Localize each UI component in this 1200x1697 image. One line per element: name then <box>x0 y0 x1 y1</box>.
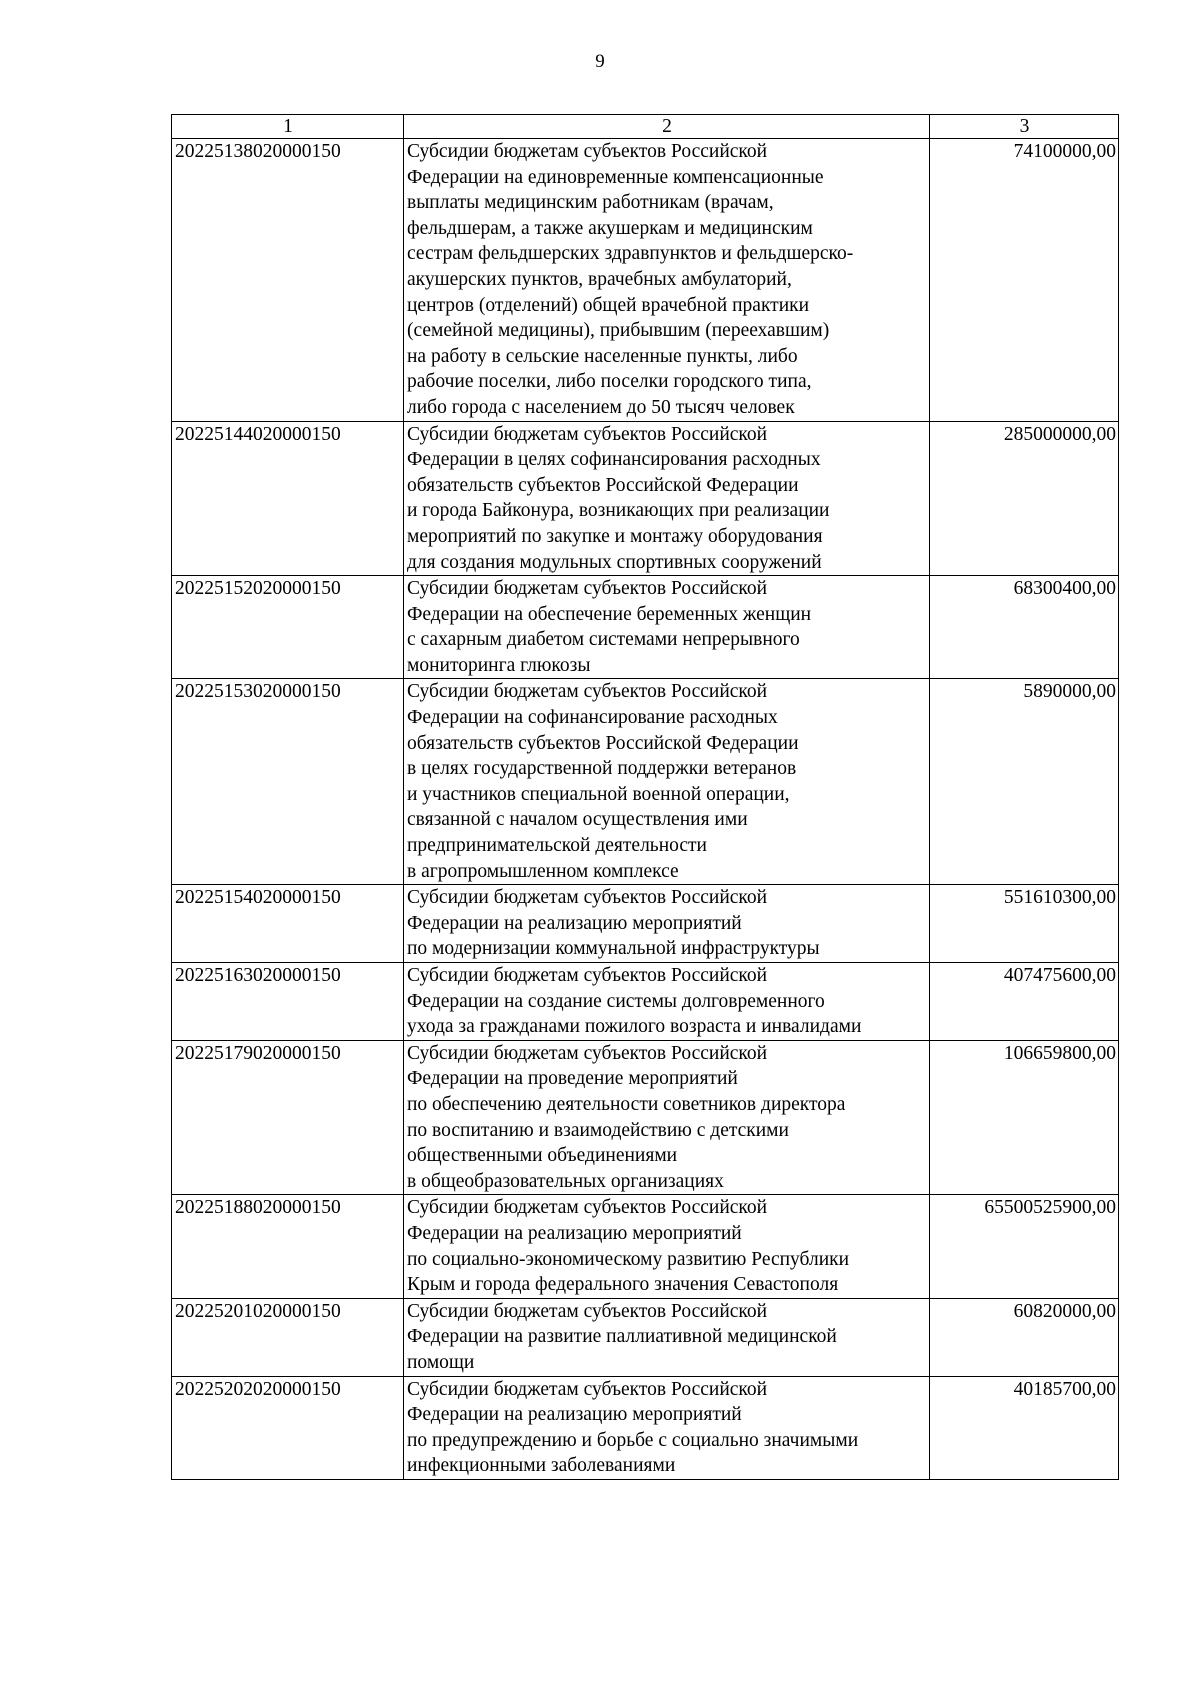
row-code: 20225138020000150 <box>172 139 404 422</box>
table-row <box>172 139 1119 422</box>
row-amount: 407475600,00 <box>930 963 1119 1041</box>
column-header-code: 1 <box>172 115 404 139</box>
row-code: 20225144020000150 <box>172 421 404 576</box>
table-row <box>172 1376 1119 1479</box>
page-number: 9 <box>595 51 605 72</box>
row-amount: 5890000,00 <box>930 679 1119 885</box>
table-header-row <box>172 115 1119 139</box>
table-row <box>172 576 1119 679</box>
budget-table <box>171 114 1119 1480</box>
column-header-amount: 3 <box>930 115 1119 139</box>
row-description: Субсидии бюджетам субъектов Российской Федерации на обеспечение беременных женщин с сахарным диабетом системами непрерывного мониторинга глюкозы <box>404 576 930 679</box>
row-description: Субсидии бюджетам субъектов Российской Федерации на развитие паллиативной медицинской помощи <box>404 1298 930 1376</box>
row-code: 20225188020000150 <box>172 1195 404 1298</box>
row-amount: 106659800,00 <box>930 1040 1119 1195</box>
row-code: 20225163020000150 <box>172 963 404 1041</box>
row-amount: 74100000,00 <box>930 139 1119 422</box>
row-code: 20225201020000150 <box>172 1298 404 1376</box>
table-row <box>172 963 1119 1041</box>
column-header-description: 2 <box>404 115 930 139</box>
row-description: Субсидии бюджетам субъектов Российской Федерации на проведение мероприятий по обеспечению деятельности советников директора по воспитанию и взаимодействию с детскими общественными объединениями в общеобразовательных организациях <box>404 1040 930 1195</box>
row-description: Субсидии бюджетам субъектов Российской Федерации на единовременные компенсационные выплаты медицинским работникам (врачам, фельдшерам, а также акушеркам и медицинским сестрам фельдшерских здравпунктов и фельдшерско- акушерских пунктов, врачебных амбулаторий, центров (отделений) общей врачебной практики (семейной медицины), прибывшим (переехавшим) на работу в сельские населенные пункты, либо рабочие поселки, либо поселки городского типа, либо города с населением до 50 тысяч человек <box>404 139 930 422</box>
table-row <box>172 1040 1119 1195</box>
row-description: Субсидии бюджетам субъектов Российской Федерации в целях софинансирования расходных обязательств субъектов Российской Федерации и города Байконура, возникающих при реализации мероприятий по закупке и монтажу оборудования для создания модульных спортивных сооружений <box>404 421 930 576</box>
row-description: Субсидии бюджетам субъектов Российской Федерации на софинансирование расходных обязательств субъектов Российской Федерации в целях государственной поддержки ветеранов и участников специальной военной операции, связанной с началом осуществления ими предпринимательской деятельности в агропромышленном комплексе <box>404 679 930 885</box>
row-description: Субсидии бюджетам субъектов Российской Федерации на реализацию мероприятий по социально-экономическому развитию Республики Крым и города федерального значения Севастополя <box>404 1195 930 1298</box>
row-code: 20225179020000150 <box>172 1040 404 1195</box>
table-row <box>172 679 1119 885</box>
row-amount: 68300400,00 <box>930 576 1119 679</box>
row-amount: 60820000,00 <box>930 1298 1119 1376</box>
row-code: 20225153020000150 <box>172 679 404 885</box>
table-row <box>172 1195 1119 1298</box>
row-code: 20225154020000150 <box>172 885 404 963</box>
row-description: Субсидии бюджетам субъектов Российской Федерации на создание системы долговременного ухода за гражданами пожилого возраста и инвалидами <box>404 963 930 1041</box>
row-description: Субсидии бюджетам субъектов Российской Федерации на реализацию мероприятий по модернизации коммунальной инфраструктуры <box>404 885 930 963</box>
row-amount: 65500525900,00 <box>930 1195 1119 1298</box>
row-amount: 551610300,00 <box>930 885 1119 963</box>
row-amount: 40185700,00 <box>930 1376 1119 1479</box>
row-code: 20225202020000150 <box>172 1376 404 1479</box>
table-row <box>172 1298 1119 1376</box>
row-code: 20225152020000150 <box>172 576 404 679</box>
row-description: Субсидии бюджетам субъектов Российской Федерации на реализацию мероприятий по предупреждению и борьбе с социально значимыми инфекционными заболеваниями <box>404 1376 930 1479</box>
table-row <box>172 421 1119 576</box>
row-amount: 285000000,00 <box>930 421 1119 576</box>
table-row <box>172 885 1119 963</box>
